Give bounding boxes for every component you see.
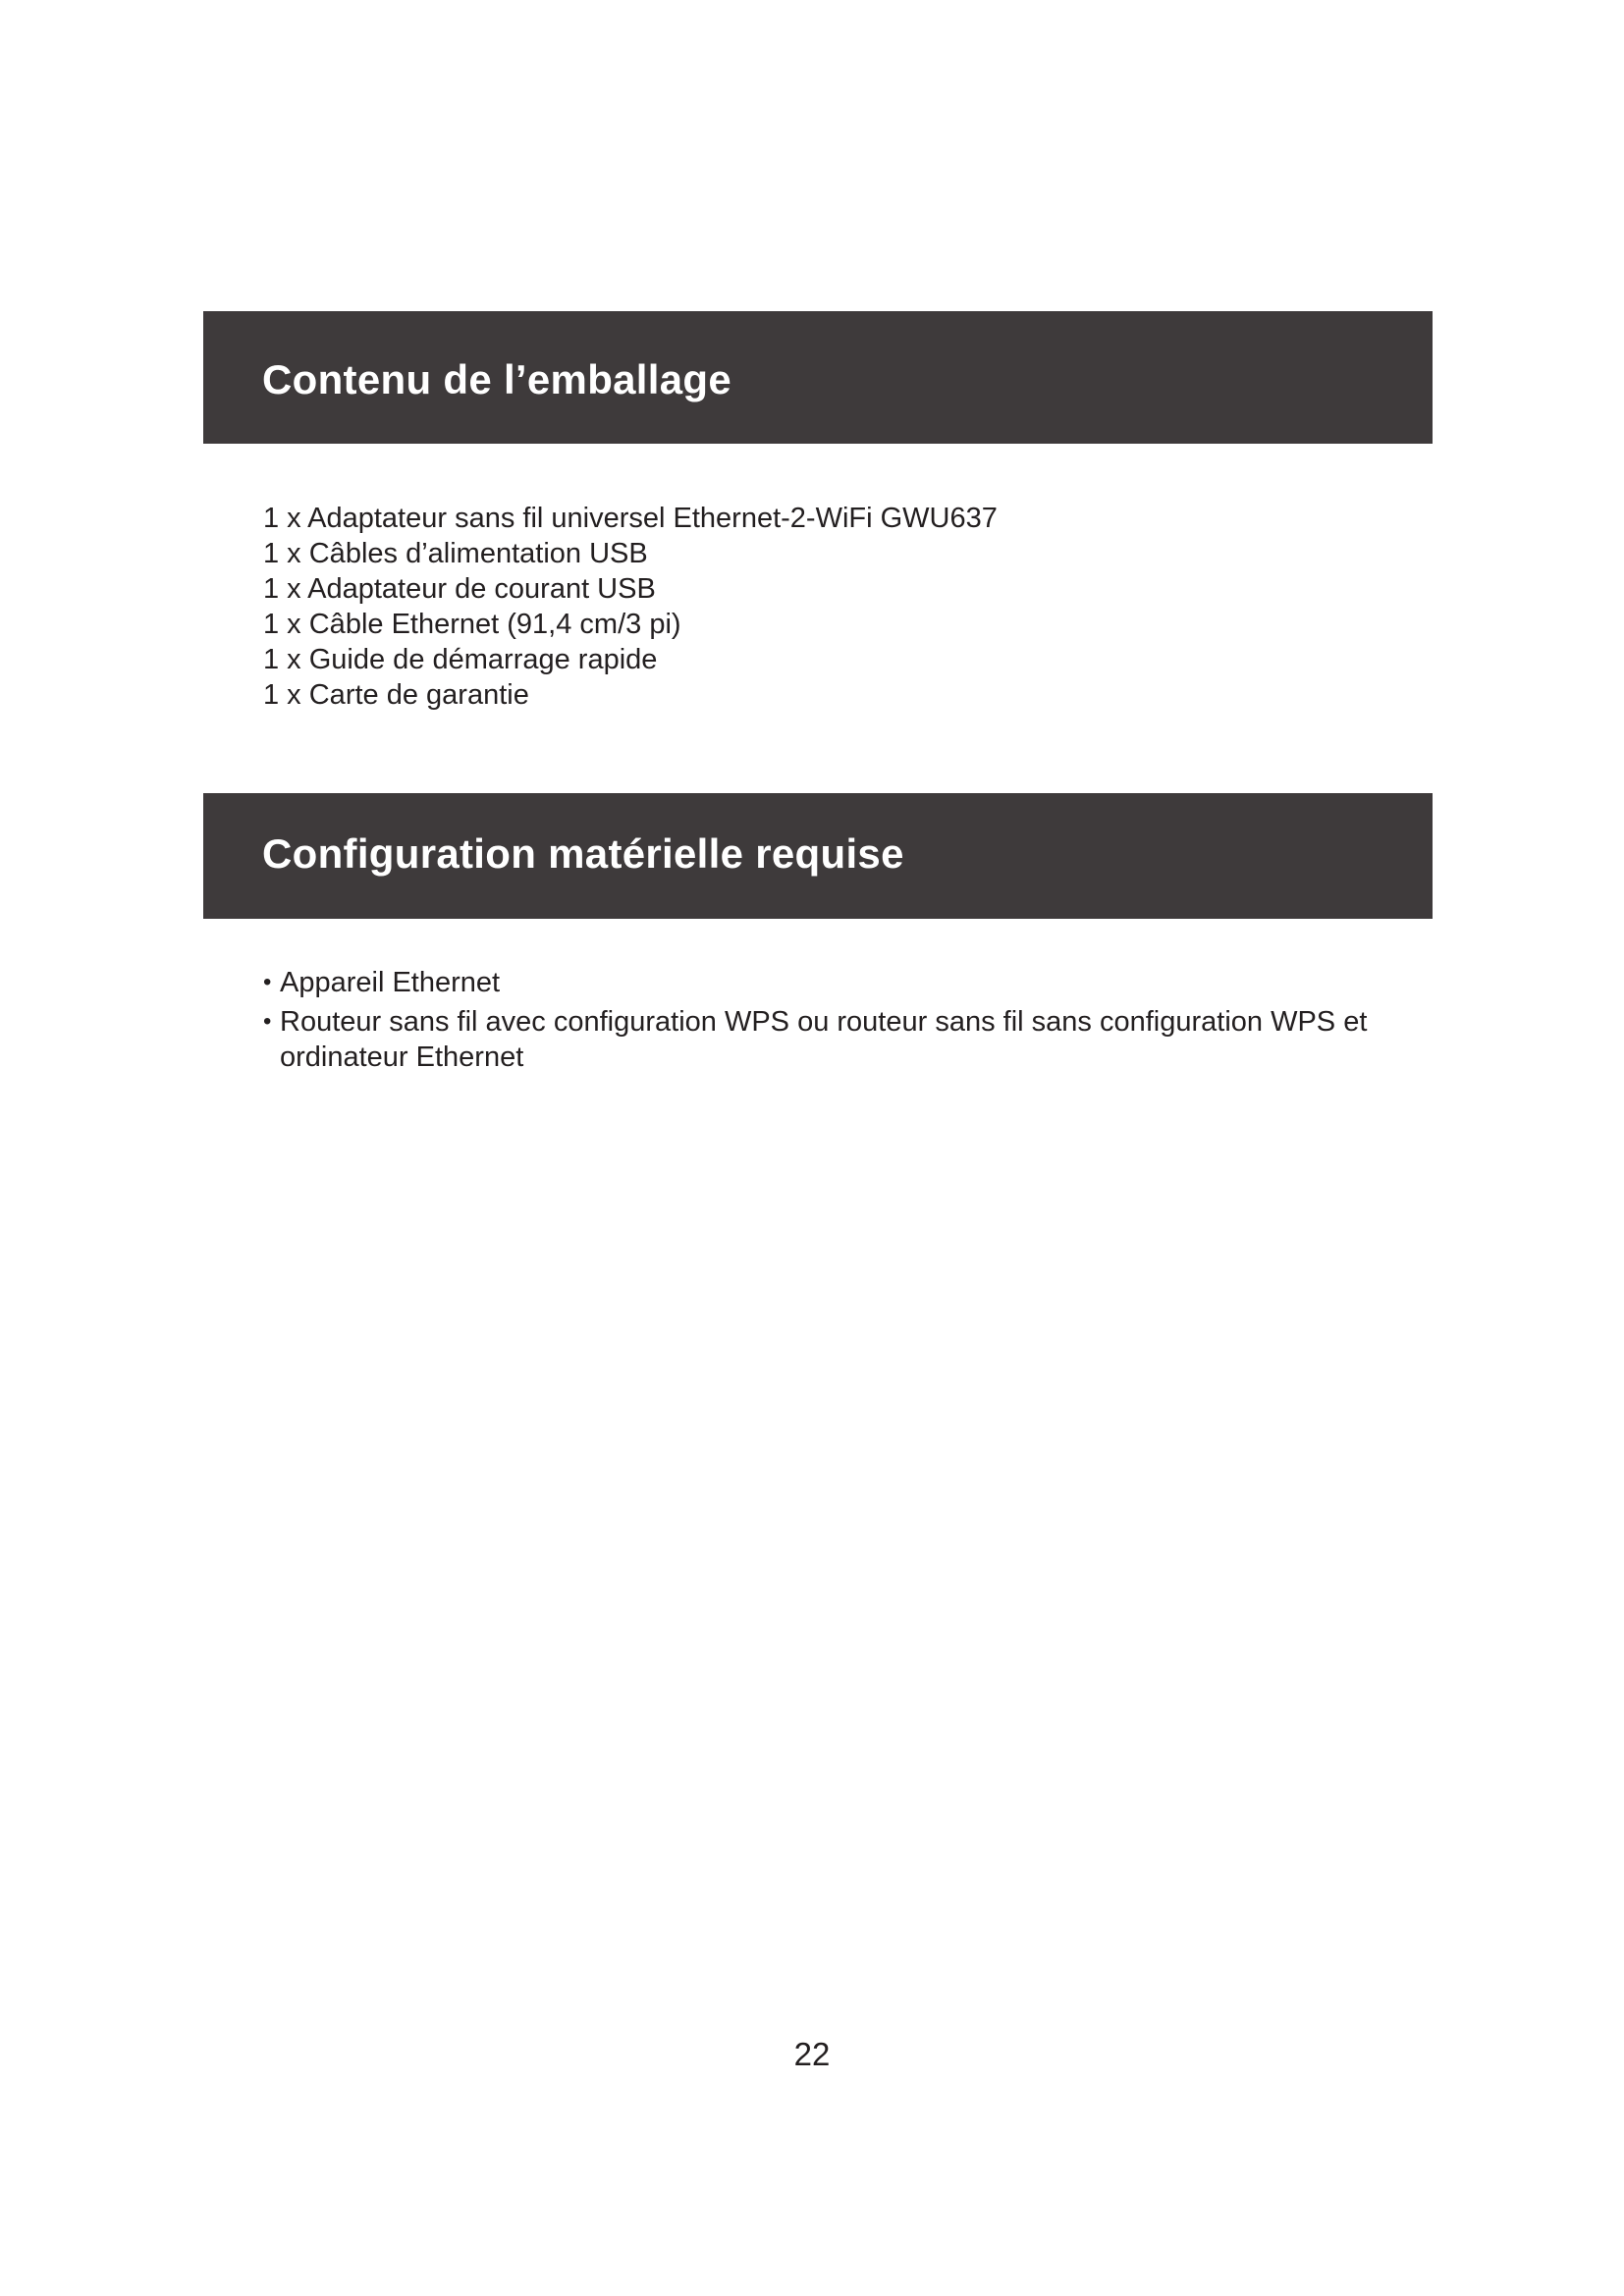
list-item-text: Appareil Ethernet	[280, 967, 501, 998]
list-item: 1 x Câble Ethernet (91,4 cm/3 pi)	[263, 609, 681, 640]
hardware-requirements-list	[263, 965, 1373, 1079]
page-number: 22	[793, 2036, 831, 2072]
list-item	[263, 1004, 1373, 1075]
package-contents-list	[263, 501, 998, 713]
list-item: 1 x Adaptateur de courant USB	[263, 573, 656, 605]
bullet-icon: •	[263, 1008, 272, 1035]
section-title-hardware-requirements: Configuration matérielle requise	[262, 830, 904, 877]
list-item-text: Routeur sans fil avec configuration WPS ou routeur sans fil sans configuration WPS et ordinateur Ethernet	[280, 1006, 1368, 1073]
section-title-package-contents: Contenu de l’emballage	[262, 355, 732, 402]
list-item	[263, 965, 1373, 1000]
list-item: 1 x Guide de démarrage rapide	[263, 644, 658, 675]
list-item: 1 x Carte de garantie	[263, 679, 529, 711]
section-header-package-contents	[203, 311, 1433, 444]
list-item: 1 x Câbles d’alimentation USB	[263, 538, 648, 569]
section-header-hardware-requirements	[203, 793, 1433, 919]
list-item: 1 x Adaptateur sans fil universel Ethernet-2-WiFi GWU637	[263, 503, 998, 534]
bullet-icon: •	[263, 969, 272, 995]
